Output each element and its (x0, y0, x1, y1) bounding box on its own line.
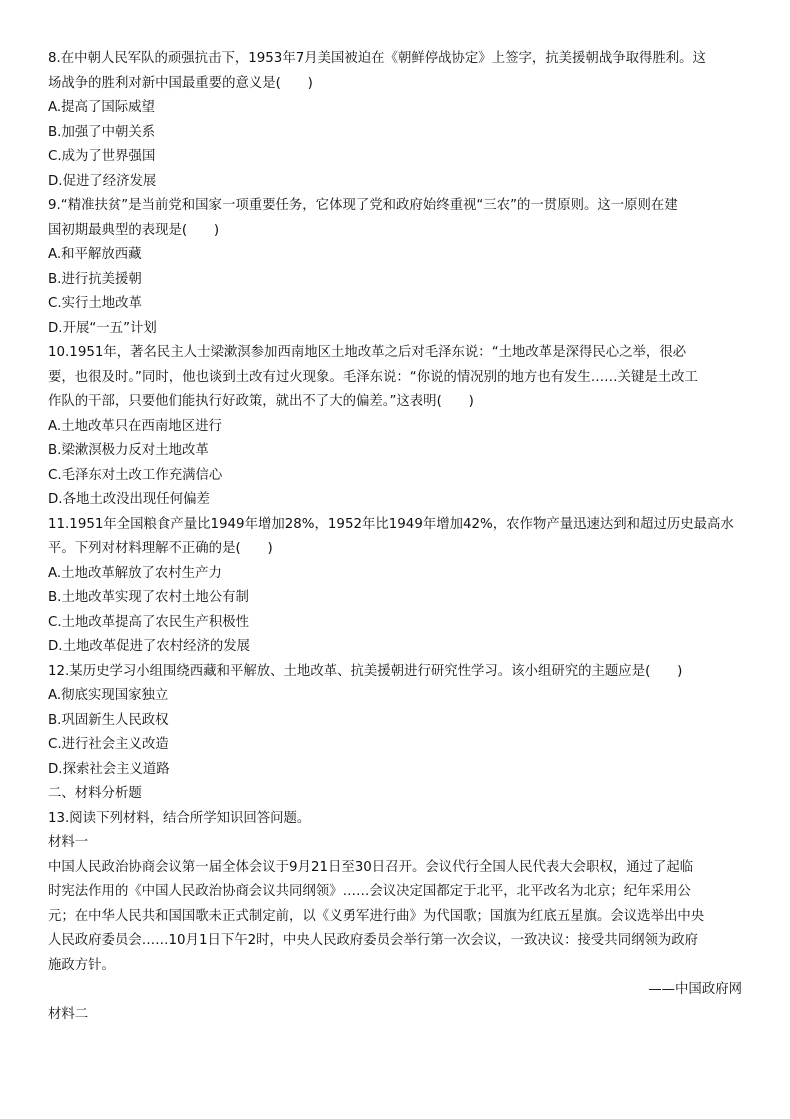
material-text-line: 时宪法作用的《中国人民政治协商会议共同纲领》……会议决定国都定于北平，北平改名为北京；纪年采用公 (48, 884, 691, 899)
question-9 (48, 194, 748, 341)
option-a: A.提高了国际威望 (48, 100, 155, 115)
option-d: D.各地土改没出现任何偏差 (48, 492, 210, 507)
question-10 (48, 341, 748, 513)
option-c: C.毛泽东对土改工作充满信心 (48, 467, 223, 483)
option-d: D.土地改革促进了农村经济的发展 (48, 639, 251, 654)
material-text-line: 施政方针。 (48, 957, 115, 973)
page-content (48, 47, 748, 1027)
question-stem-line: 13.阅读下列材料，结合所学知识回答问题。 (48, 810, 311, 826)
material-text-line: 人民政府委员会……10月1日下午2时，中央人民政府委员会举行第一次会议，一致决议：接受共同纲领为政府 (48, 933, 699, 948)
option-d: D.促进了经济发展 (48, 173, 157, 189)
option-d: D.探索社会主义道路 (48, 761, 170, 777)
material-label: 材料一 (48, 835, 89, 850)
question-stem-line: 国初期最典型的表现是( ) (48, 222, 220, 238)
section-title: 二、材料分析题 (48, 786, 142, 801)
option-a: A.彻底实现国家独立 (48, 688, 169, 703)
question-stem-line: 11.1951年全国粮食产量比1949年增加28%，1952年比1949年增加42%，农作物产量迅速达到和超过历史最高水 (48, 516, 734, 532)
option-b: B.巩固新生人民政权 (48, 712, 169, 728)
question-stem-line: 8.在中朝人民军队的顽强抗击下，1953年7月美国被迫在《朝鲜停战协定》上签字，抗美援朝战争取得胜利。这 (48, 51, 706, 66)
question-8 (48, 47, 748, 194)
material-text-line: 元；在中华人民共和国国歌未正式制定前，以《义勇军进行曲》为代国歌；国旗为红底五星旗。会议选举出中央 (48, 908, 705, 924)
question-12 (48, 660, 748, 783)
option-b: B.梁漱溟极力反对土地改革 (48, 443, 209, 458)
option-a: A.和平解放西藏 (48, 247, 142, 262)
option-b: B.土地改革实现了农村土地公有制 (48, 590, 249, 605)
question-11 (48, 513, 748, 660)
question-stem-line: 平。下列对材料理解不正确的是( ) (48, 541, 273, 556)
material-text-line: 中国人民政治协商会议第一届全体会议于9月21日至30日召开。会议代行全国人民代表大会职权，通过了起临 (48, 859, 694, 875)
option-b: B.进行抗美援朝 (48, 271, 142, 287)
option-c: C.成为了世界强国 (48, 149, 156, 164)
option-c: C.进行社会主义改造 (48, 737, 169, 752)
question-stem-line: 作队的干部，只要他们能执行好政策，就出不了大的偏差。”这表明( ) (48, 394, 474, 409)
question-stem-line: 9.“精准扶贫”是当前党和国家一项重要任务，它体现了党和政府始终重视“三农”的一贯原则。这一原则在建 (48, 198, 678, 213)
option-a: A.土地改革只在西南地区进行 (48, 418, 222, 434)
material-source: ——中国政府网 (648, 982, 742, 997)
question-stem-line: 要，也很及时。”同时，他也谈到土改有过火现象。毛泽东说：“你说的情况别的地方也有发生……关键是土改工 (48, 369, 698, 385)
option-d: D.开展“一五”计划 (48, 320, 157, 336)
question-13 (48, 807, 748, 1028)
question-stem-line: 10.1951年，著名民主人士梁漱溟参加西南地区土地改革之后对毛泽东说：“土地改革是深得民心之举，很必 (48, 345, 687, 360)
option-c: C.实行土地改革 (48, 296, 142, 311)
question-stem-line: 场战争的胜利对新中国最重要的意义是( ) (48, 75, 313, 91)
option-c: C.土地改革提高了农民生产积极性 (48, 614, 250, 630)
question-stem-line: 12.某历史学习小组围绕西藏和平解放、土地改革、抗美援朝进行研究性学习。该小组研究的主题应是( ) (48, 663, 683, 679)
option-a: A.土地改革解放了农村生产力 (48, 565, 222, 581)
material-label: 材料二 (48, 1006, 89, 1022)
option-b: B.加强了中朝关系 (48, 124, 156, 140)
